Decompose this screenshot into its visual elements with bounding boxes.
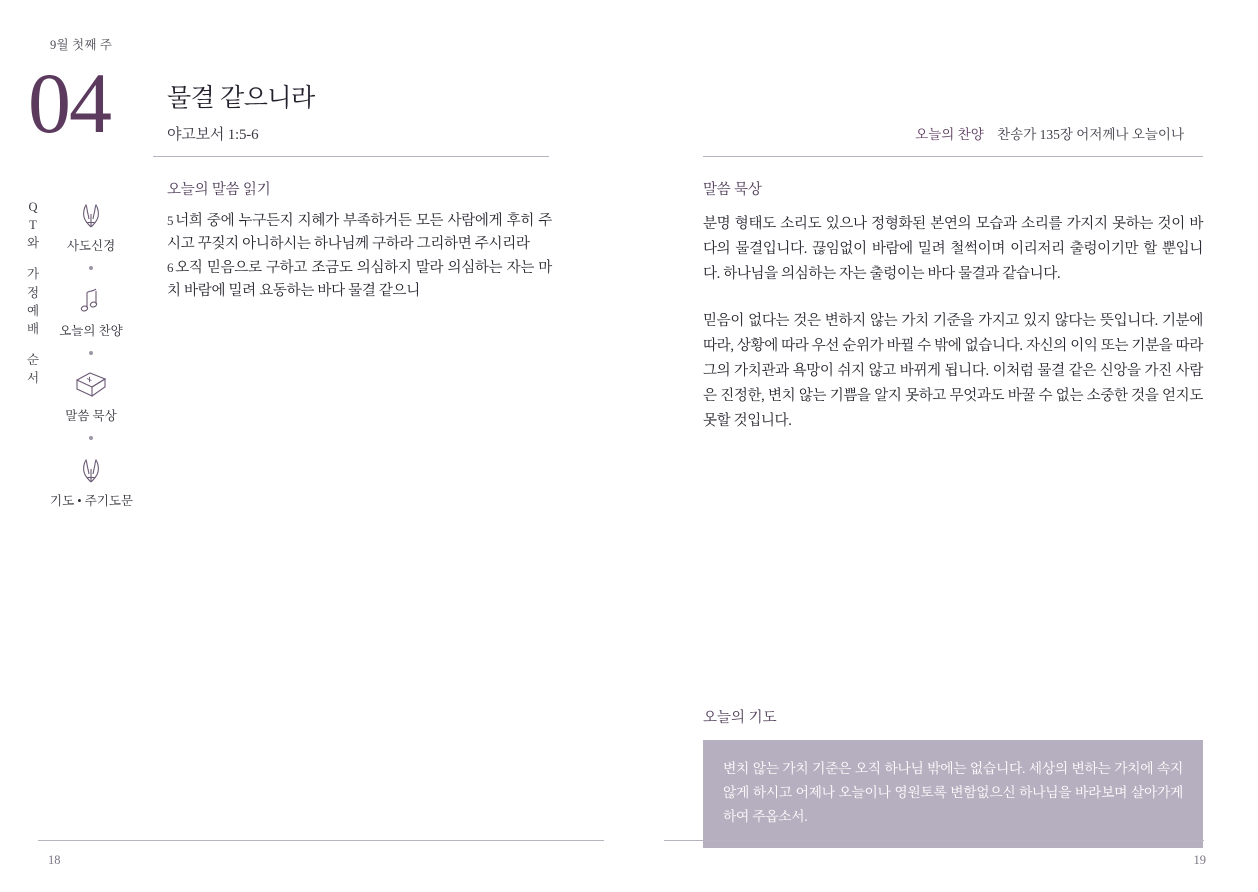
scripture-reference: 야고보서 1:5-6 xyxy=(167,127,259,143)
order-item-hymn xyxy=(50,281,132,339)
left-footer-divider xyxy=(38,840,604,841)
open-bible-icon xyxy=(50,366,132,400)
page-title: 물결 같으니라 xyxy=(167,85,315,112)
title-divider xyxy=(153,156,549,157)
prayer-section xyxy=(703,706,1203,848)
order-item-creed xyxy=(50,196,132,254)
meditation-section xyxy=(703,178,1203,434)
hymn-value: 찬송가 135장 어저께나 오늘이나 xyxy=(997,127,1184,142)
scripture-reading-section xyxy=(167,178,552,304)
order-item-meditation xyxy=(50,366,132,424)
rail-line-3: 순 서 xyxy=(26,352,40,385)
meditation-paragraph: 분명 형태도 소리도 있으나 정형화된 본연의 모습과 소리를 가지지 못하는 것이 바다의 물결입니다. 끊임없이 바람에 밀려 철썩이며 이리저리 출렁이기만 할 뿐입니다. 하나님을 의심하는 자는 출렁이는 바다 물결과 같습니다. xyxy=(703,216,1203,282)
hymn-label: 오늘의 찬양 xyxy=(915,127,984,142)
page-number-right: 19 xyxy=(1193,853,1206,867)
verse-number: 5 xyxy=(167,213,174,228)
order-item-label: 오늘의 찬양 xyxy=(59,324,123,338)
rail-line-1: Q T 와 xyxy=(26,200,40,251)
vertical-rail-label xyxy=(24,198,42,400)
meditation-paragraph: 믿음이 없다는 것은 변하지 않는 가치 기준을 가지고 있지 않다는 뜻입니다. 기분에 따라, 상황에 따라 우선 순위가 바뀔 수 밖에 없습니다. 자신의 이익 또는 기분을 따라 그의 가치관과 욕망이 쉬지 않고 바뀌게 됩니다. 이처럼 물결 같은 신앙을 가진 사람은 진정한, 변치 않는 기쁨을 알지 못하고 무엇과도 바꿀 수 없는 소중한 것을 얻지도 못할 것입니다. xyxy=(703,312,1203,429)
verse-line xyxy=(167,210,552,257)
section-heading-reading: 오늘의 말씀 읽기 xyxy=(167,182,271,198)
praying-hands-icon xyxy=(50,451,132,485)
right-column-divider xyxy=(703,156,1203,157)
order-separator-dot xyxy=(89,436,93,440)
day-number: 04 xyxy=(28,55,110,151)
week-label: 9월 첫째 주 xyxy=(50,38,113,52)
page-number-left: 18 xyxy=(48,853,61,867)
order-of-service-list xyxy=(50,196,132,511)
section-heading-prayer: 오늘의 기도 xyxy=(703,710,777,726)
verse-number: 6 xyxy=(167,259,174,275)
verse-line xyxy=(167,257,552,304)
rail-line-2: 가 정 예 배 xyxy=(26,267,40,336)
hymn-line xyxy=(915,123,1184,143)
verse-text: 너희 중에 누구든지 지혜가 부족하거든 모든 사람에게 후히 주시고 꾸짖지 아니하시는 하나님께 구하라 그리하면 주시리라 xyxy=(167,213,552,253)
verse-text: 오직 믿음으로 구하고 조금도 의심하지 말라 의심하는 자는 마치 바람에 밀려 요동하는 바다 물결 같으니 xyxy=(167,259,552,300)
right-footer-divider xyxy=(664,840,1204,841)
order-item-label: 기도 • 주기도문 xyxy=(50,494,134,508)
music-note-icon xyxy=(50,281,132,315)
order-separator-dot xyxy=(89,266,93,270)
order-item-label: 말씀 묵상 xyxy=(65,409,117,423)
order-separator-dot xyxy=(89,351,93,355)
praying-hands-icon xyxy=(50,196,132,230)
section-heading-meditation: 말씀 묵상 xyxy=(703,182,762,198)
order-item-prayer xyxy=(50,451,132,509)
title-block xyxy=(167,78,552,144)
order-item-label: 사도신경 xyxy=(66,239,116,253)
prayer-text-box: 변치 않는 가치 기준은 오직 하나님 밖에는 없습니다. 세상의 변하는 가치에 속지 않게 하시고 어제나 오늘이나 영원토록 변함없으신 하나님을 바라보며 살아가게 하여 주옵소서. xyxy=(703,740,1203,848)
